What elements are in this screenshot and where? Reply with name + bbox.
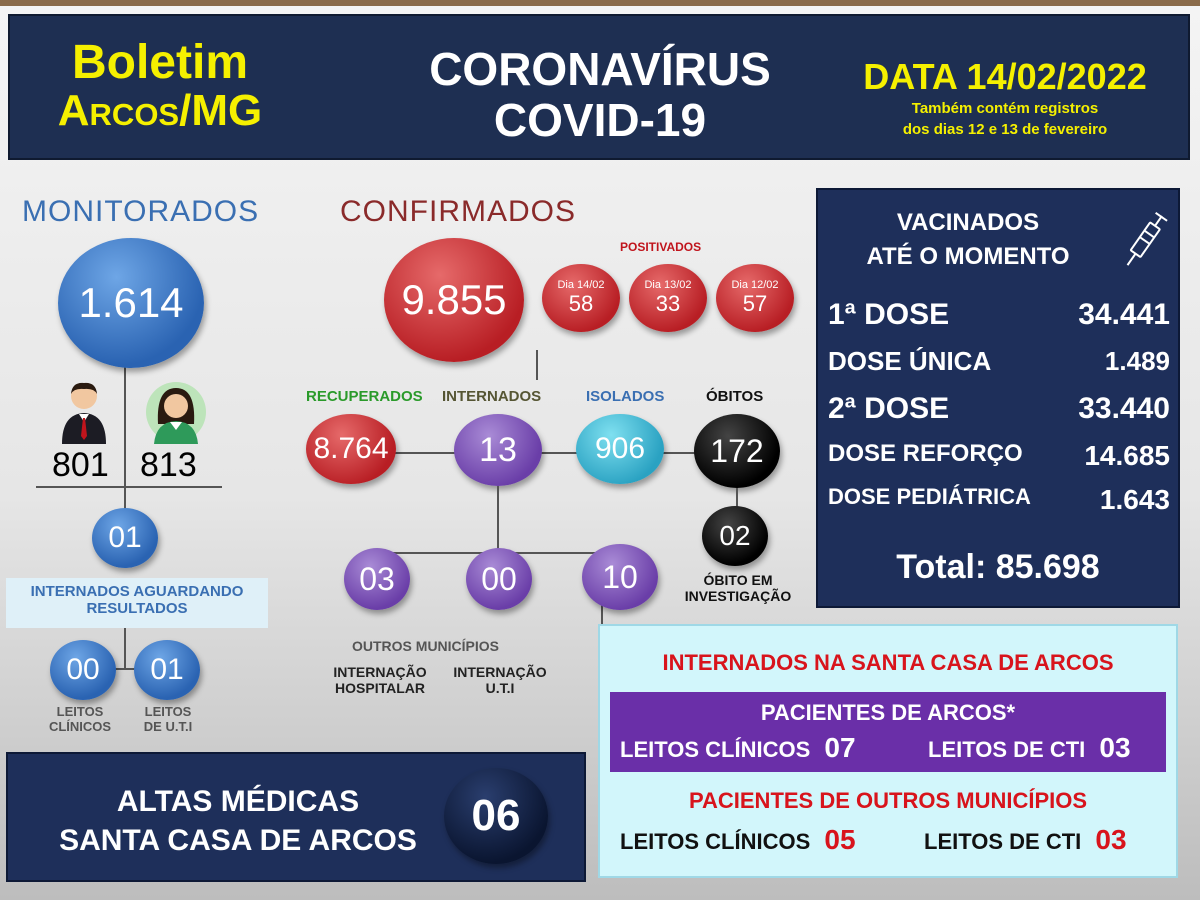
city-label: Arcos/MG (57, 86, 263, 136)
dose-row-2 (828, 392, 1170, 426)
pacientes-arcos-box (610, 692, 1166, 772)
dose-valor: 33.440 (1078, 392, 1170, 425)
dia-label: Dia 14/02 (557, 279, 605, 291)
header-banner (8, 14, 1190, 160)
dose-row-unica (828, 346, 1170, 377)
connector (497, 486, 499, 552)
obito-investigacao-label (668, 572, 808, 604)
homens-count: 801 (52, 446, 109, 484)
obitos-label: ÓBITOS (706, 388, 764, 405)
dia-valor: 33 (655, 291, 681, 316)
internacao-label: INTERNAÇÃO (453, 664, 547, 680)
divider-line (36, 486, 222, 488)
arcos-cti (928, 732, 1131, 764)
dose-label: DOSE ÚNICA (828, 346, 992, 376)
dia-valor: 58 (568, 291, 594, 316)
top-frame-border (0, 0, 1200, 6)
internacao-label: INTERNAÇÃO (333, 664, 427, 680)
santa-casa-title: INTERNADOS NA SANTA CASA DE ARCOS (662, 650, 1114, 675)
hospitalar-label: HOSPITALAR (335, 680, 425, 696)
recuperados-count: 8.764 (306, 414, 396, 484)
man-avatar-icon (58, 380, 110, 444)
ate-o-momento-label: ATÉ O MOMENTO (866, 242, 1070, 270)
dose-label: DOSE PEDIÁTRICA (828, 484, 1031, 509)
dose-row-1 (828, 298, 1170, 332)
obitos-count: 172 (694, 414, 780, 488)
outros-municipios-label: OUTROS MUNICÍPIOS (352, 638, 500, 654)
outros-cti (924, 824, 1127, 856)
connector (380, 452, 740, 454)
title-covid: COVID-19 (493, 93, 707, 146)
positivo-dia-13 (629, 264, 707, 332)
isolados-count: 906 (576, 414, 664, 484)
outros-cti-count: 03 (1095, 824, 1127, 855)
monitorados-total: 1.614 (58, 238, 204, 368)
woman-avatar-icon (146, 380, 206, 444)
monitorados-title: MONITORADOS (22, 195, 260, 228)
santa-casa-label: SANTA CASA DE ARCOS (59, 824, 417, 857)
recuperados-label: RECUPERADOS (306, 388, 423, 405)
main-title (380, 44, 820, 145)
obito-investigacao-count: 02 (702, 506, 768, 566)
dia-label: Dia 12/02 (731, 279, 779, 291)
connector (124, 628, 126, 670)
uti-label: DE U.T.I (143, 719, 193, 734)
dia-label: Dia 13/02 (644, 279, 692, 291)
title-coronavirus: CORONAVÍRUS (429, 43, 771, 95)
mulheres-count: 813 (140, 446, 197, 484)
arcos-clinicos-count: 07 (824, 732, 856, 763)
uti-label: U.T.I (485, 680, 515, 696)
connector (536, 350, 538, 380)
vacinados-panel (816, 188, 1180, 608)
leitos-clinicos-label: LEITOS CLÍNICOS (620, 737, 811, 762)
date-block (830, 56, 1180, 140)
positivo-dia-12 (716, 264, 794, 332)
vacinados-total: Total: 85.698 (896, 548, 1100, 586)
leitos-cti-label: LEITOS DE CTI (924, 829, 1082, 854)
resultados-label: RESULTADOS (86, 600, 188, 617)
investigacao-label: INVESTIGAÇÃO (684, 588, 792, 604)
dia-valor: 57 (742, 291, 768, 316)
clinicos-label: CLÍNICOS (48, 719, 112, 734)
internacao-uti-label (440, 664, 560, 696)
internados-aguardando-count: 01 (92, 508, 158, 568)
dose-label: 2ª DOSE (828, 392, 950, 425)
arcos-cti-count: 03 (1099, 732, 1131, 763)
altas-count: 06 (444, 768, 548, 864)
leitos-clinicos-label (30, 704, 130, 734)
arcos-clinicos (620, 732, 856, 764)
internacao-uti-count: 10 (582, 544, 658, 610)
internados-label: INTERNADOS (442, 388, 542, 405)
leitos-uti-count: 01 (134, 640, 200, 700)
leitos-label: LEITOS (56, 704, 104, 719)
altas-medicas-label: ALTAS MÉDICAS (116, 785, 360, 818)
leitos-clinicos-count: 00 (50, 640, 116, 700)
leitos-label: LEITOS (144, 704, 192, 719)
dose-valor: 1.643 (1099, 484, 1170, 515)
internados-aguardando-box (6, 578, 268, 628)
dose-row-pediatrica (828, 484, 1170, 516)
internacao-hospitalar-count: 00 (466, 548, 532, 610)
positivo-dia-14 (542, 264, 620, 332)
boletim-title (10, 38, 310, 135)
obito-em-label: ÓBITO EM (703, 572, 773, 588)
vacinados-title (818, 206, 1118, 273)
altas-panel (6, 752, 586, 882)
dose-valor: 34.441 (1078, 298, 1170, 331)
report-date: DATA 14/02/2022 (863, 56, 1147, 97)
outros-clinicos-count: 05 (824, 824, 856, 855)
outros-municipios-count: 03 (344, 548, 410, 610)
positivados-label: POSITIVADOS (620, 240, 702, 254)
dose-row-reforco (828, 440, 1170, 472)
santa-casa-panel (598, 624, 1178, 878)
syringe-icon (1118, 208, 1168, 278)
dose-valor: 1.489 (1104, 346, 1170, 376)
pacientes-arcos-title: PACIENTES DE ARCOS* (760, 700, 1016, 725)
leitos-cti-label: LEITOS DE CTI (928, 737, 1086, 762)
isolados-label: ISOLADOS (586, 388, 665, 405)
dose-valor: 14.685 (1084, 440, 1170, 471)
altas-label (28, 782, 448, 860)
internados-aguardando-label: INTERNADOS AGUARDANDO (30, 583, 244, 600)
leitos-clinicos-label: LEITOS CLÍNICOS (620, 829, 811, 854)
dose-label: 1ª DOSE (828, 298, 950, 331)
confirmados-total: 9.855 (384, 238, 524, 362)
leitos-uti-label (118, 704, 218, 734)
dose-label: DOSE REFORÇO (828, 440, 1023, 467)
internacao-hospitalar-label (320, 664, 440, 696)
date-note-1: Também contém registros (911, 100, 1099, 117)
boletim-label: Boletim (71, 36, 248, 89)
pacientes-outros-title: PACIENTES DE OUTROS MUNICÍPIOS (688, 788, 1088, 813)
internados-count: 13 (454, 414, 542, 486)
confirmados-title: CONFIRMADOS (340, 195, 576, 228)
date-note-2: dos dias 12 e 13 de fevereiro (902, 120, 1108, 138)
vacinados-label: VACINADOS (896, 209, 1040, 236)
outros-clinicos (620, 824, 856, 856)
